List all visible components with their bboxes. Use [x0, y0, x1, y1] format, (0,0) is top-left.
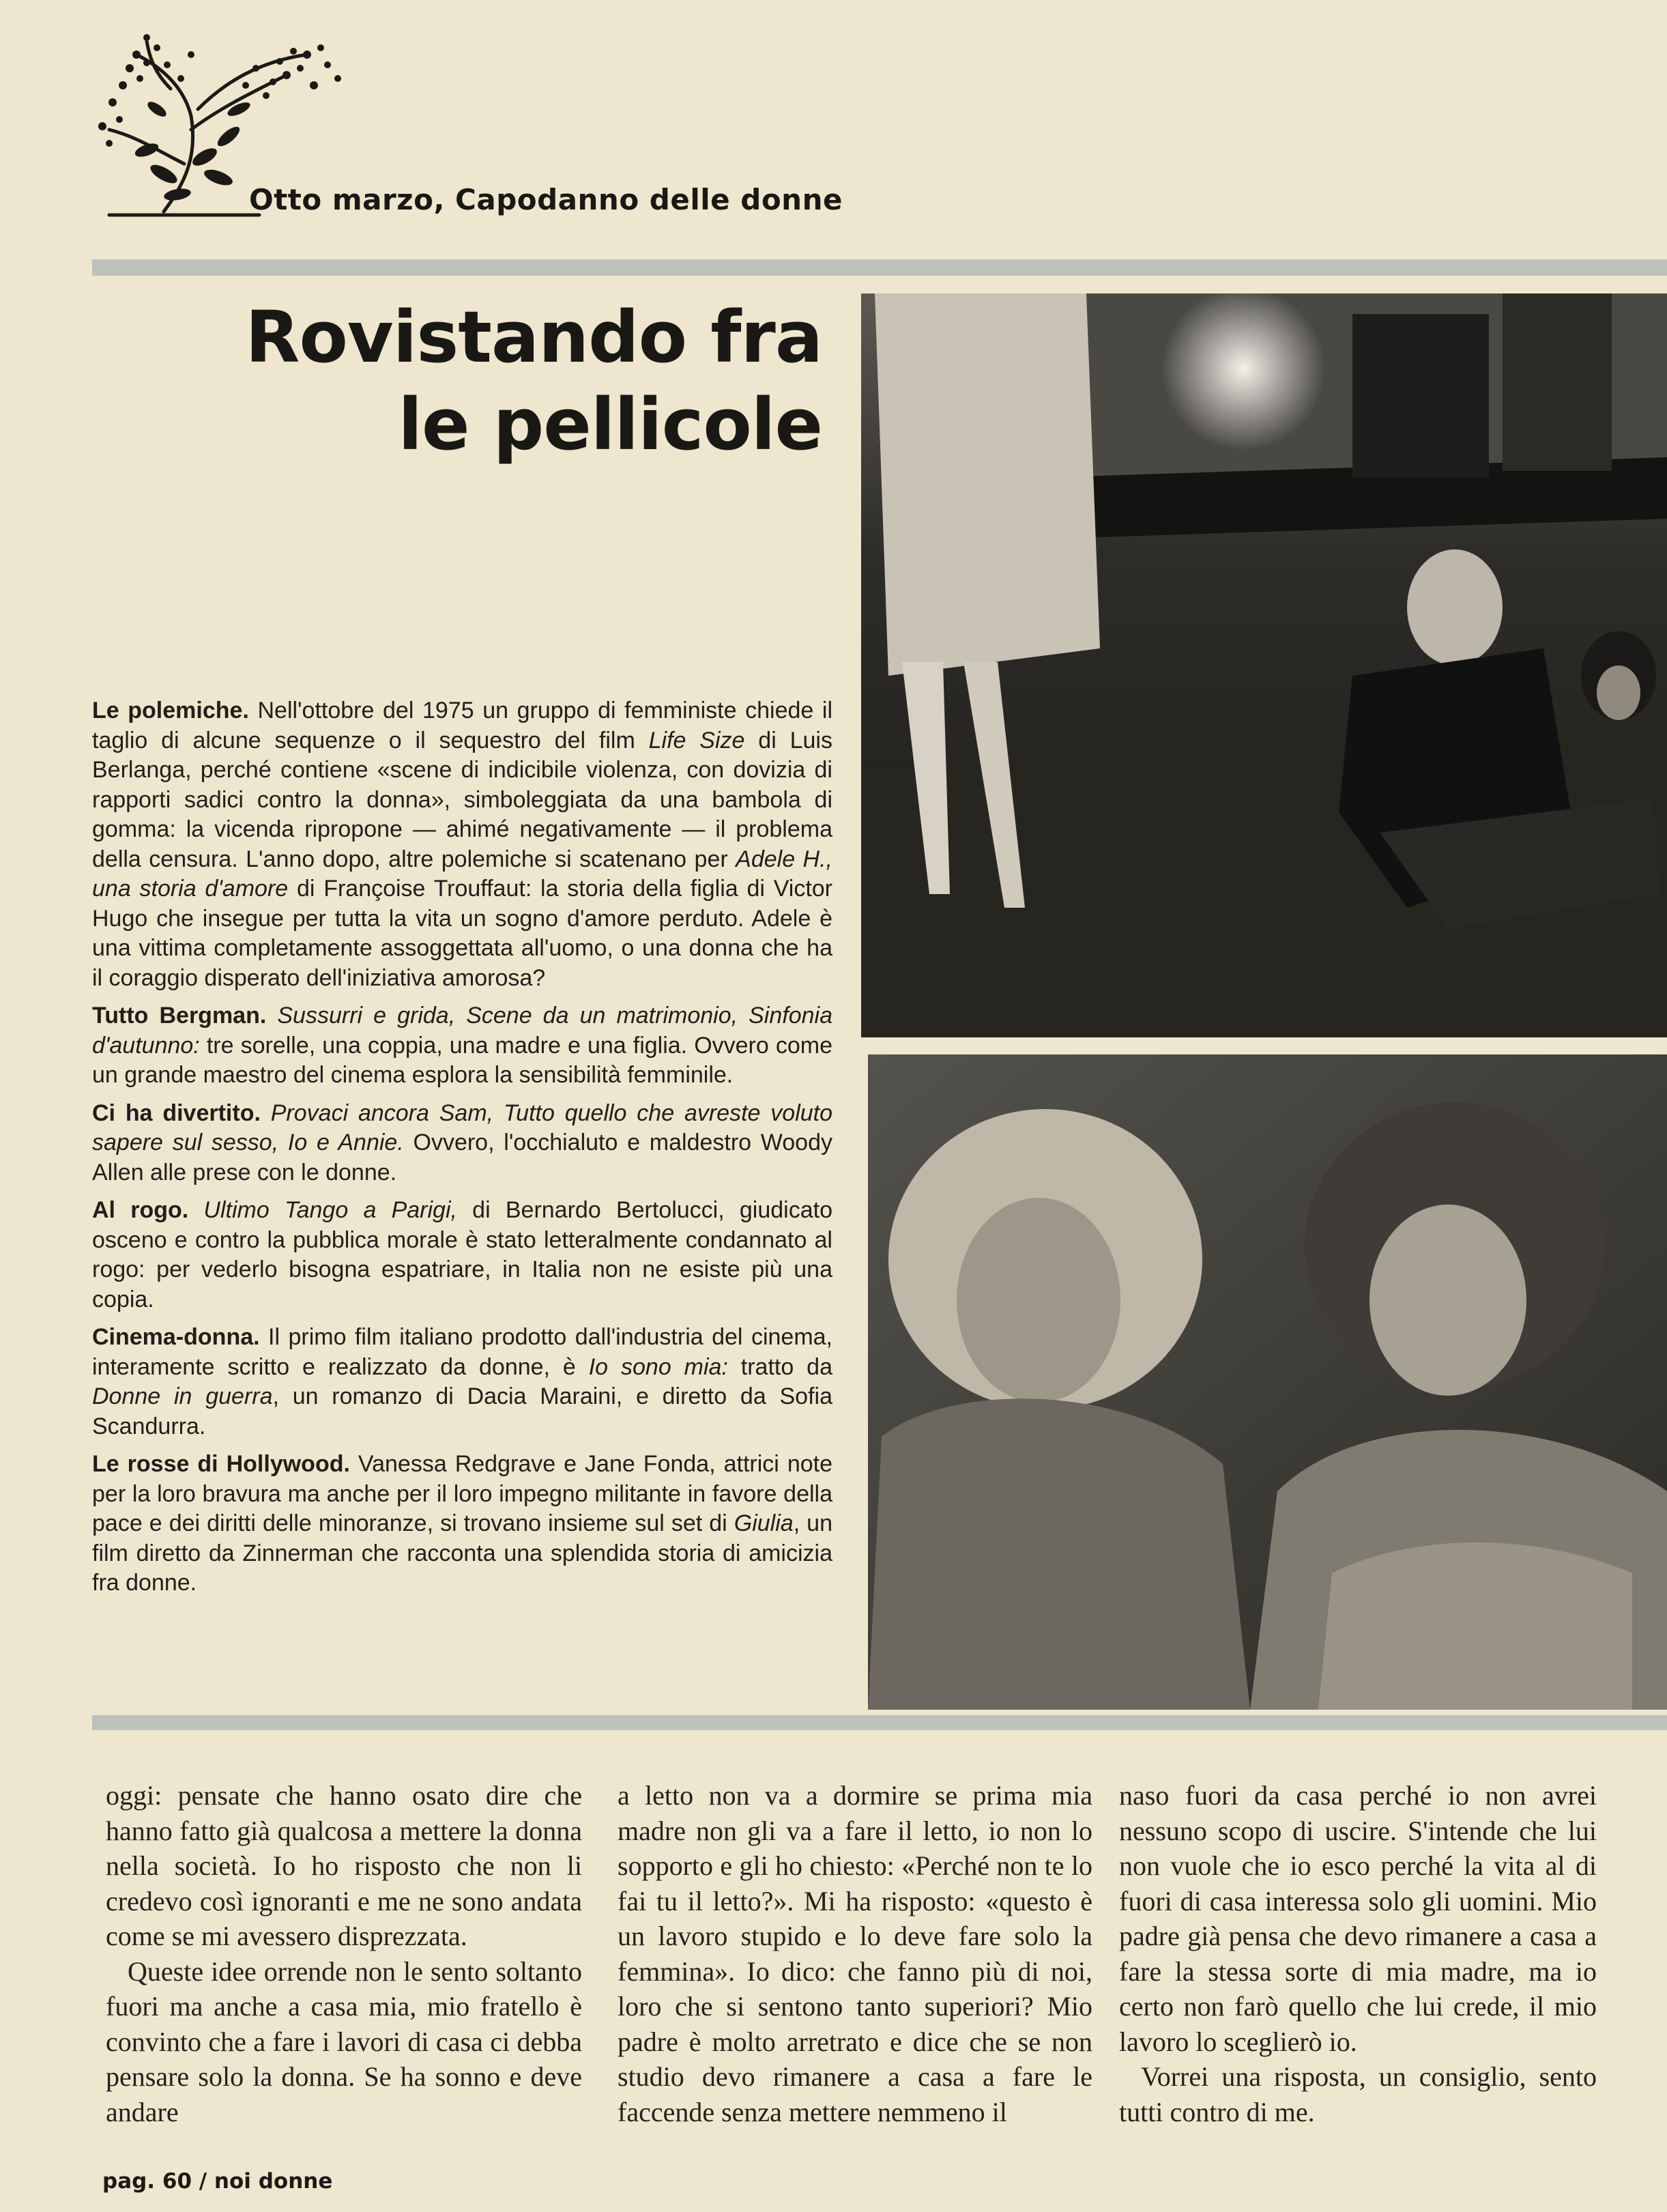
paragraph-keyword: Ci ha divertito. [92, 1100, 261, 1126]
paragraph-text: tratto da [727, 1353, 832, 1380]
letter-paragraph: oggi: pensate che hanno osato dire che hanno fatto già qualcosa a mettere la donna nella società. Io ho risposto che non li credevo così ignoranti e me ne sono andata come se mi avessero disprezzata. [106, 1780, 582, 1951]
paragraph-text: , un romanzo di Dacia Maraini, e diretto da Sofia Scandurra. [92, 1383, 832, 1439]
paragraph-keyword: Al rogo. [92, 1197, 189, 1223]
top-rule [92, 259, 1667, 276]
letter-paragraph: naso fuori da casa perché io non avrei nessuno scopo di uscire. S'intende che lui non vuole che io esco perché la vita al di fuori di casa interessa solo gli uomini. Mio padre già pensa che devo rimanere a casa a fare la stessa sorte di mia madre, ma io certo non farò quello che lui crede, il mio lavoro lo sceglierò io. [1119, 1780, 1597, 2057]
paragraph-cinema-donna [92, 1323, 832, 1441]
film-still-giulia [868, 1054, 1667, 1710]
letter-column-2 [618, 1778, 1092, 2129]
letter-column-1 [106, 1778, 582, 2129]
paragraph-hollywood [92, 1450, 832, 1598]
film-title: Ultimo Tango a Parigi, [188, 1197, 457, 1223]
paragraph-text: Vanessa Redgrave e Jane Fonda, attrici note per la loro bravura ma anche per il loro impegno militante in favore della pace e dei diritti delle minoranze, si trovano insieme sul set di [92, 1451, 833, 1536]
paragraph-text: Ovvero, l'occhialuto e maldestro Woody Allen alle prese con le donne. [92, 1130, 832, 1186]
paragraph-divertito [92, 1099, 832, 1188]
film-title: Provaci ancora Sam, Tutto quello che avreste voluto sapere sul sesso, Io e Annie. [92, 1100, 833, 1155]
headline-line-1: Rovistando fra [245, 296, 822, 379]
paragraph-text: Nell'ottobre del 1975 un gruppo di femministe chiede il taglio di alcune sequenze o il sequestro del film [92, 698, 832, 753]
letter-column-3 [1119, 1778, 1597, 2129]
paragraph-keyword: Cinema-donna. [92, 1324, 260, 1350]
film-still-dance-scene [861, 293, 1667, 1037]
paragraph-keyword: Le polemiche. [92, 698, 249, 723]
paragraph-text: tre sorelle, una coppia, una madre e una figlia. Ovvero come un grande maestro del cinema esplora la sensibilità femminile. [92, 1032, 832, 1088]
film-title: Adele H., una storia d'amore [92, 846, 832, 902]
paragraph-text: di Luis Berlanga, perché contiene «scene di indicibile violenza, con dovizia di rapporti sadici contro la donna», simboleggiata da una bambola di gomma: la vicenda ripropone — ahimé negativamente — il problema della censura. L'anno dopo, altre polemiche si scatenano per [92, 727, 832, 872]
paragraph-text: di Bernardo Bertolucci, giudicato osceno e contro la pubblica morale è stato letteralmente condannato al rogo: per vederlo bisogna espatriare, in Italia non ne esiste più una copia. [92, 1197, 832, 1312]
letter-paragraph: Queste idee orrende non le sento soltanto fuori ma anche a casa mia, mio fratello è convinto che a fare i lavori di casa ci debba pensare solo la donna. Se ha sonno e deve andare [106, 1955, 582, 2127]
paragraph-keyword: Le rosse di Hollywood. [92, 1451, 350, 1477]
paragraph-text: , un film diretto da Zinnerman che racconta una splendida storia di amicizia fra donne. [92, 1510, 832, 1596]
letter-paragraph: Vorrei una risposta, un consiglio, sento tutti contro di me. [1119, 2061, 1597, 2127]
page-folio: pag. 60 / noi donne [102, 2169, 333, 2194]
film-title: Io sono mia: [588, 1353, 728, 1380]
film-title: Donne in guerra [92, 1383, 273, 1409]
headline [205, 293, 822, 468]
paragraph-text: di Françoise Trouffaut: la storia della figlia di Victor Hugo che insegue per tutta la vita un sogno d'amore perduto. Adele è una vittima completamente assoggettata all'uomo, o una donna che ha il coraggio disperato dell'iniziativa amorosa? [92, 876, 832, 991]
paragraph-keyword: Tutto Bergman. [92, 1003, 267, 1029]
paragraph-polemiche [92, 696, 832, 993]
intro-text [92, 696, 832, 1607]
middle-rule [92, 1715, 1667, 1730]
paragraph-text: Il primo film italiano prodotto dall'industria del cinema, interamente scritto e realizzato da donne, è [92, 1324, 832, 1380]
headline-line-2: le pellicole [398, 383, 822, 466]
section-rubric: Otto marzo, Capodanno delle donne [249, 183, 843, 216]
paragraph-bergman [92, 1001, 832, 1091]
letter-paragraph: a letto non va a dormire se prima mia madre non gli va a fare il letto, io non lo sopporto e gli ho chiesto: «Perché non te lo fai tu il letto?». Mi ha risposto: «questo è un lavoro stupido e lo deve fare solo la femmina». Io dico: che fanno più di noi, loro che si sentono tanto superiori? Mio padre è molto arretrato e dice che se non studio devo rimanere a casa a fare le faccende senza mettere nemmeno il [618, 1780, 1092, 2127]
film-title: Sussurri e grida, Scene da un matrimonio, Sinfonia d'autunno: [92, 1003, 832, 1059]
film-title: Giulia [734, 1510, 794, 1536]
film-title: Life Size [648, 727, 745, 753]
paragraph-rogo [92, 1196, 832, 1315]
